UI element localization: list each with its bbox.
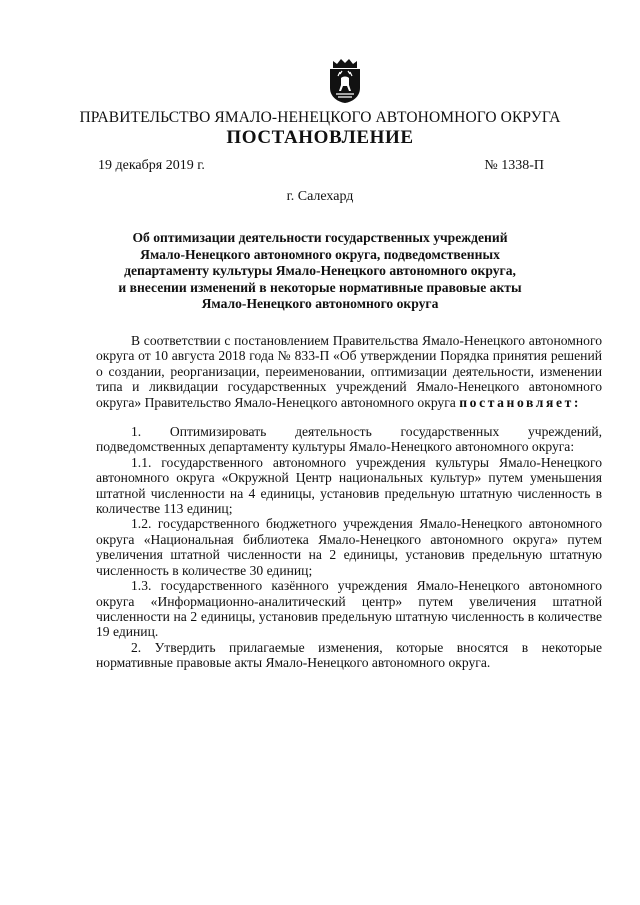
item-1-1: 1.1. государственного автономного учреждения культуры Ямало-Ненецкого автономного округа «Окружной Центр национальных культур» путем уменьшения штатной численности на 4 единицы, установив предельную штатную численность в количестве 113 единиц; [96,454,602,517]
title-line: и внесении изменений в некоторые нормативные правовые акты [118,279,522,295]
title-line: Об оптимизации деятельности государственных учреждений [132,230,508,245]
document-title [100,230,540,313]
title-line: департаменту культуры Ямало-Ненецкого автономного округа, [124,263,516,278]
yanao-coat-of-arms-icon [327,58,363,104]
item-1: 1. Оптимизировать деятельность государственных учреждений, подведомственных департаменту культуры Ямало-Ненецкого автономного округа: [96,424,602,455]
preamble-paragraph [96,333,602,410]
decree-word: постановляет: [459,394,582,410]
document-date: 19 декабря 2019 г. [98,158,205,173]
preamble-text: В соответствии с постановлением Правительства Ямало-Ненецкого автономного округа от 10 августа 2018 года № 833-П «Об утверждении Порядка принятия решений о создании, реорганизации, переименовании, оптимизации деятельности, изменении типа и ликвидации государственных учреждений Ямало-Ненецкого автономного округа» Правительство Ямало-Ненецкого автономного округа [96,333,602,410]
item-2: 2. Утвердить прилагаемые изменения, которые вносятся в некоторые нормативные правовые акты Ямало-Ненецкого автономного округа. [96,639,602,671]
title-line: Ямало-Ненецкого автономного округа, подведомственных [140,246,500,262]
item-1-3: 1.3. государственного казённого учреждения Ямало-Ненецкого автономного округа «Информационно-аналитический центр» путем увеличения штатной численности на 2 единицы, установив предельную штатную численность в количестве 19 единиц. [96,578,602,640]
document-body [96,333,602,671]
document-number: № 1338-П [484,158,544,173]
government-name: ПРАВИТЕЛЬСТВО ЯМАЛО-НЕНЕЦКОГО АВТОНОМНОГО ОКРУГА [79,109,561,126]
document-type: ПОСТАНОВЛЕНИЕ [226,127,414,148]
title-line: Ямало-Ненецкого автономного округа [201,296,439,311]
document-city: г. Салехард [286,189,354,204]
item-1-2: 1.2. государственного бюджетного учреждения Ямало-Ненецкого автономного округа «Национальная библиотека Ямало-Ненецкого автономного округа» путем увеличения штатной численности на 2 единицы, установив предельную штатную численность в количестве 30 единиц; [96,516,602,578]
